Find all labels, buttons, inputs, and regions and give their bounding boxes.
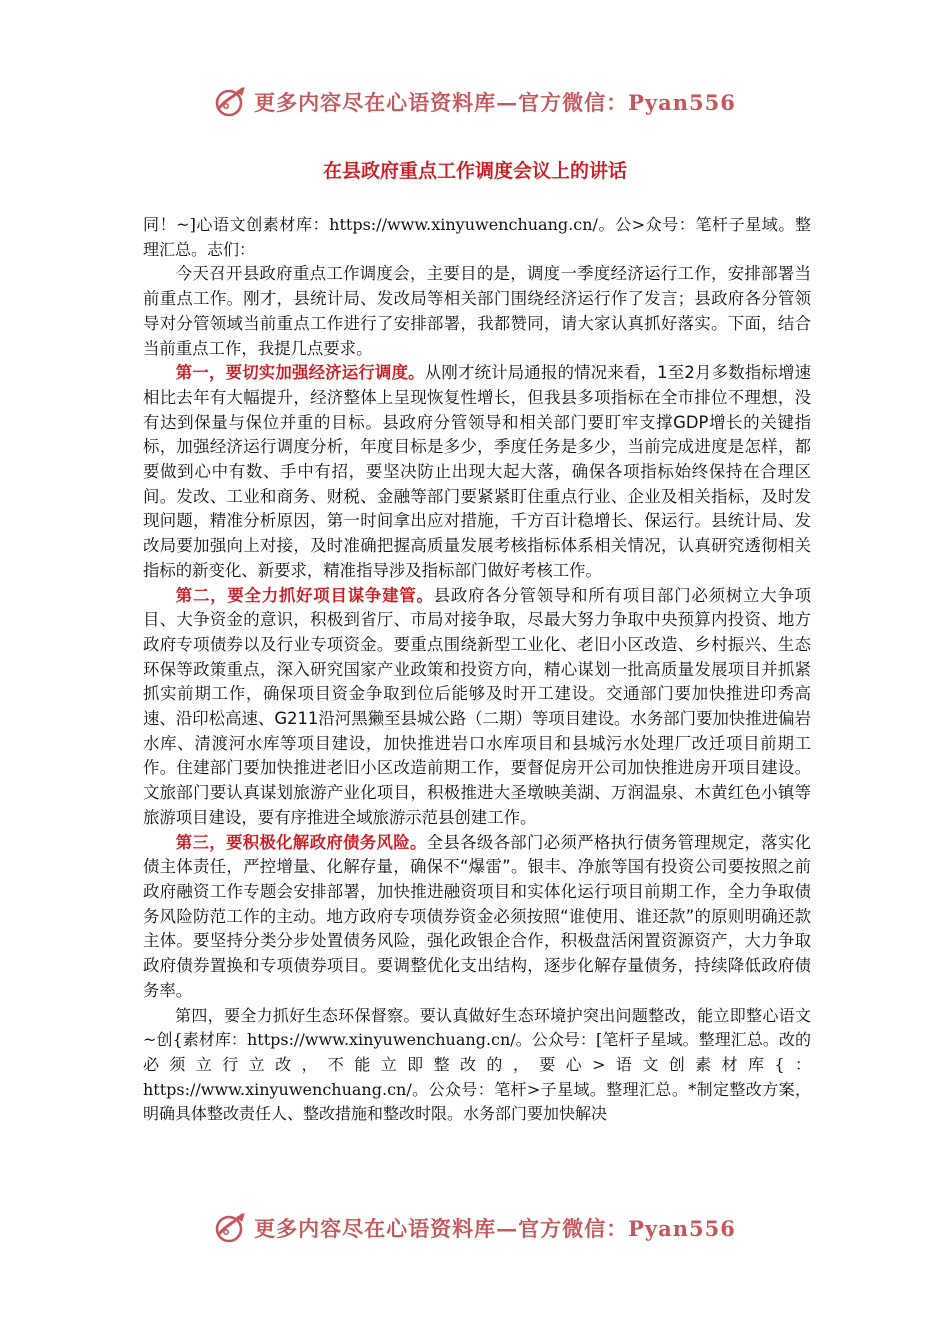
banner-text: 更多内容尽在心语资料库—官方微信：Pyan556: [254, 90, 736, 115]
point-heading: 第三，要积极化解政府债务风险。: [175, 832, 427, 852]
point-body: 从刚才统计局通报的情况来看，1至2月多数指标增速相比去年有大幅提升，经济整体上呈现恢复性增长，但我县多项指标在全市排位不理想，没有达到保量与保位并重的目标。县政府分管领导和相关部门要盯牢支撑GDP增长的关键指标，加强经济运行调度分析，年度目标是多少，季度任务是多少，当前完成进度是怎样，都要做到心中有数、手中有招，要坚决防止出现大起大落，确保各项指标始终保持在合理区间。发改、工业和商务、财税、金融等部门要紧紧盯住重点行业、企业及相关指标，及时发现问题，精准分析原因，第一时间拿出应对措施，千方百计稳增长、保运行。县统计局、发改局要加强向上对接，及时准确把握高质量发展考核指标体系相关情况，认真研究透彻相关指标的新变化、新要求，精准指导涉及指标部门做好考核工作。: [143, 363, 812, 580]
header-banner: [0, 82, 950, 122]
point-paragraph: [143, 584, 811, 831]
footer-banner: [0, 1208, 950, 1248]
intro-paragraph: 同！~]心语文创素材库：https://www.xinyuwenchuang.cn/。公>众号：笔杆子星域。整理汇总。志们：: [143, 215, 811, 259]
pen-nib-swirl-icon: [214, 1211, 248, 1245]
fourth-paragraph: 第四，要全力抓好生态环保督察。要认真做好生态环境护突出问题整改，能立即整心语文~创{素材库：https://www.xinyuwenchuang.cn/。公众号：[笔杆子星域。整理汇总。改的必须立行立改，不能立即整改的，要心>语文创素材库{：https://www.xinyuwenchuang.cn/。公众号：笔杆>子星域。整理汇总。*制定整改方案，明确具体整改责任人、整改措施和整改时限。水务部门要加快解决: [143, 1005, 811, 1124]
point-paragraph: [143, 831, 811, 1004]
pen-nib-swirl-icon: [214, 85, 248, 119]
point-body: 县政府各分管领导和所有项目部门必须树立大争项目、大争资金的意识，积极到省厅、市局对接争取，尽最大努力争取中央预算内投资、地方政府专项债券以及行业专项资金。要重点围绕新型工业化、老旧小区改造、乡村振兴、生态环保等政策重点，深入研究国家产业政策和投资方向，精心谋划一批高质量发展项目并抓紧抓实前期工作，确保项目资金争取到位后能够及时开工建设。交通部门要加快推进印秀高速、沿印松高速、G211沿河黑獭至县城公路（二期）等项目建设。水务部门要加快推进偏岩水库、清渡河水库等项目建设，加快推进岩口水库项目和县城污水处理厂改迁项目前期工作。住建部门要加快推进老旧小区改造前期工作，要督促房开公司加快推进房开项目建设。文旅部门要认真谋划旅游产业化项目，积极推进大圣墩映美湖、万润温泉、木黄红色小镇等旅游项目建设，要有序推进全域旅游示范县创建工作。: [143, 585, 812, 827]
point-paragraph: [143, 361, 811, 583]
point-heading: 第二，要全力抓好项目谋争建管。: [175, 585, 434, 605]
point-body: 全县各级各部门必须严格执行债务管理规定，落实化债主体责任，严控增量、化解存量，确保不“爆雷”。银丰、净旅等国有投资公司要按照之前政府融资工作专题会安排部署，加快推进融资项目和实体化运行项目前期工作，全力争取债务风险防范工作的主动。地方政府专项债券资金必须按照“谁使用、谁还款”的原则明确还款主体。要坚持分类分步处置债务风险，强化政银企合作，积极盘活闲置资源资产，大力争取政府债券置换和专项债券项目。要调整优化支出结构，逐步化解存量债务，持续降低政府债务率。: [143, 832, 812, 1000]
opening-paragraph: 今天召开县政府重点工作调度会，主要目的是，调度一季度经济运行工作，安排部署当前重点工作。刚才，县统计局、发改局等相关部门围绕经济运行作了发言；县政府各分管领导对分管领域当前重点工作进行了安排部署，我都赞同，请大家认真抓好落实。下面，结合当前重点工作，我提几点要求。: [143, 264, 811, 358]
banner-text: 更多内容尽在心语资料库—官方微信：Pyan556: [254, 1216, 736, 1241]
point-heading: 第一，要切实加强经济运行调度。: [175, 363, 425, 383]
document-title: 在县政府重点工作调度会议上的讲话: [322, 160, 627, 182]
document-body: [143, 213, 811, 1127]
